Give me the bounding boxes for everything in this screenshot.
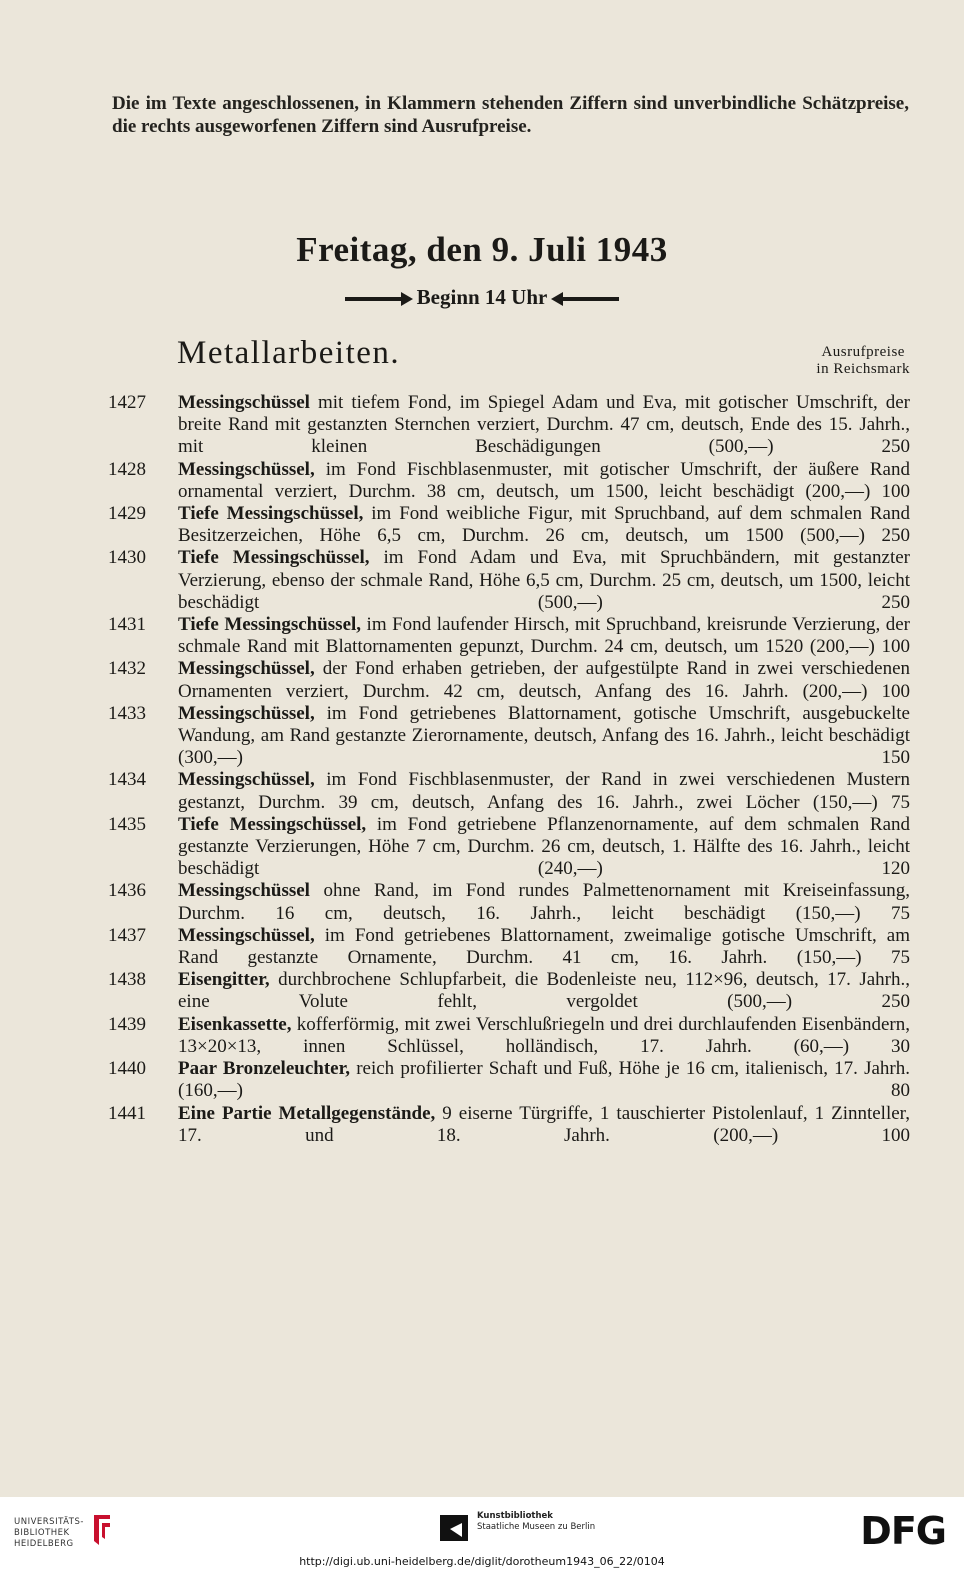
lot-entry <box>108 769 910 813</box>
section-title: Metallarbeiten. <box>177 335 401 371</box>
lot-entry <box>108 459 910 503</box>
lot-price: 120 <box>881 858 910 880</box>
lot-number: 1436 <box>108 880 146 902</box>
intro-note: Die im Texte angeschlossenen, in Klammern stehenden Ziffern sind unverbindliche Schätzpreise, die rechts ausgeworfenen Ziffern sind Ausrufpreise. <box>112 93 909 137</box>
uni-line1: UNIVERSITÄTS- <box>14 1517 84 1527</box>
lot-title: Messingschüssel, <box>178 658 315 680</box>
lot-price: 250 <box>881 525 910 547</box>
arrow-left-icon <box>559 297 619 301</box>
lot-price: 80 <box>891 1080 910 1102</box>
lot-price: 250 <box>881 591 910 613</box>
lot-number: 1440 <box>108 1058 146 1080</box>
begin-line <box>0 285 964 310</box>
kunstbibliothek-name <box>477 1511 595 1533</box>
lot-description: im Fond weibliche Figur, mit Spruchband, auf dem schmalen Rand Besitzerzeichen, Höhe 6,5 cm, Durchm. 26 cm, deutsch, um 1500 (500,—) <box>178 503 910 547</box>
lot-title: Tiefe Messingschüssel, <box>178 547 370 569</box>
lot-list <box>108 392 910 1147</box>
lot-description: im Fond getriebenes Blattornament, gotische Umschrift, ausgebuckelte Wandung, am Rand gestanzte Zierornamente, deutsch, Anfang des 16. Jahrh., leicht beschädigt (300,—) <box>178 702 910 769</box>
lot-price: 250 <box>881 991 911 1013</box>
uni-library-name <box>14 1517 84 1550</box>
lot-price: 100 <box>881 1124 911 1146</box>
lot-number: 1428 <box>108 458 146 480</box>
permalink-url[interactable]: http://digi.ub.uni-heidelberg.de/diglit/dorotheum1943_06_22/0104 <box>299 1555 665 1568</box>
price-header-line2: in Reichsmark <box>816 361 910 377</box>
kb-line2: Staatliche Museen zu Berlin <box>477 1522 596 1532</box>
lot-description: ohne Rand, im Fond rundes Palmettenornament mit Kreiseinfassung, Durchm. 16 cm, deutsch, 16. Jahrh., leicht beschädigt (150,—) <box>178 880 910 924</box>
lot-title: Messingschüssel, <box>178 769 315 791</box>
arrow-right-icon <box>345 297 405 301</box>
lot-number: 1430 <box>108 547 146 569</box>
kunstbibliothek-logo-icon <box>440 1515 468 1541</box>
lot-title: Eisengitter, <box>178 969 270 991</box>
lot-description: 9 eiserne Türgriffe, 1 tauschierter Pistolenlauf, 1 Zinnteller, 17. und 18. Jahrh. (200,—) <box>178 1102 910 1146</box>
lot-entry <box>108 814 910 881</box>
lot-entry <box>108 1014 910 1058</box>
uni-library-logo-icon <box>90 1511 114 1547</box>
lot-number: 1437 <box>108 924 146 946</box>
kb-line1: Kunstbibliothek <box>477 1511 553 1521</box>
price-column-header <box>816 344 910 378</box>
lot-number: 1432 <box>108 658 146 680</box>
lot-price: 75 <box>891 791 910 813</box>
lot-description: im Fond Fischblasenmuster, mit gotischer Umschrift, der äußere Rand ornamental verziert, Durchm. 38 cm, deutsch, um 1500, leicht beschädigt (200,—) <box>178 458 910 502</box>
lot-number: 1434 <box>108 769 146 791</box>
lot-entry <box>108 547 910 614</box>
lot-title: Paar Bronzeleuchter, <box>178 1058 351 1080</box>
lot-price: 30 <box>891 1035 910 1057</box>
lot-title: Messingschüssel <box>178 392 310 413</box>
lot-description: im Fond getriebenes Blattornament, zweimalige gotische Umschrift, am Rand gestanzte Ornamente, Durchm. 41 cm, 16. Jahrh. (150,—) <box>178 924 910 969</box>
lot-entry <box>108 614 910 658</box>
lot-price: 150 <box>881 747 910 769</box>
footer-bar <box>0 1497 964 1575</box>
lot-entry <box>108 703 910 770</box>
lot-number: 1438 <box>108 969 146 991</box>
lot-entry <box>108 503 910 547</box>
begin-time: Beginn 14 Uhr <box>416 285 548 309</box>
lot-price: 100 <box>881 480 911 502</box>
price-header-line1: Ausrufpreise <box>821 344 905 360</box>
uni-line2: BIBLIOTHEK <box>14 1528 70 1538</box>
lot-number: 1435 <box>108 813 146 835</box>
lot-price: 75 <box>891 947 910 969</box>
dfg-logo: DFG <box>860 1509 946 1553</box>
lot-price: 100 <box>881 680 911 702</box>
lot-title: Messingschüssel, <box>178 458 315 480</box>
lot-entry <box>108 969 910 1013</box>
lot-description: durchbrochene Schlupfarbeit, die Bodenleiste neu, 112×96, deutsch, 17. Jahrh., eine Volute fehlt, vergoldet (500,—) <box>178 969 910 1013</box>
date-heading: Freitag, den 9. Juli 1943 <box>296 230 668 269</box>
lot-number: 1431 <box>108 614 146 636</box>
lot-number: 1429 <box>108 503 146 525</box>
lot-entry <box>108 880 910 924</box>
lot-price: 75 <box>891 902 910 924</box>
lot-description: mit tiefem Fond, im Spiegel Adam und Eva, mit gotischer Umschrift, der breite Rand mit gestanzten Sternchen verziert, Durchm. 47 cm, deutsch, Ende des 15. Jahrh., mit kleinen Beschädigungen (500,—) <box>178 392 910 458</box>
lot-title: Messingschüssel <box>178 880 310 902</box>
lot-price: 100 <box>881 636 910 658</box>
lot-entry <box>108 1103 910 1147</box>
lot-number: 1441 <box>108 1102 146 1124</box>
lot-title: Eisenkassette, <box>178 1013 292 1035</box>
lot-description: im Fond Fischblasenmuster, der Rand in zwei verschiedenen Mustern gestanzt, Durchm. 39 cm, deutsch, Anfang des 16. Jahrh., zwei Löcher (150,—) <box>178 769 910 813</box>
lot-title: Eine Partie Metallgegenstände, <box>178 1102 436 1124</box>
lot-description: der Fond erhaben getrieben, der aufgestülpte Rand in zwei verschiedenen Ornamenten verziert, Durchm. 42 cm, deutsch, Anfang des 16. Jahrh. (200,—) <box>178 658 910 702</box>
lot-description: im Fond getriebene Pflanzenornamente, auf dem schmalen Rand gestanzte Verzierungen, Höhe 7 cm, Durchm. 26 cm, deutsch, 1. Hälfte des 16. Jahrh., leicht beschädigt (240,—) <box>178 813 910 880</box>
lot-description: reich profilierter Schaft und Fuß, Höhe je 16 cm, italienisch, 17. Jahrh. (160,—) <box>178 1058 910 1102</box>
lot-title: Messingschüssel, <box>178 702 315 724</box>
lot-title: Tiefe Messingschüssel, <box>178 614 362 636</box>
lot-price: 250 <box>881 436 910 458</box>
lot-entry <box>108 658 910 702</box>
lot-number: 1439 <box>108 1013 146 1035</box>
lot-number: 1433 <box>108 702 146 724</box>
lot-entry <box>108 925 910 969</box>
lot-entry <box>108 392 910 459</box>
lot-description: im Fond Adam und Eva, mit Spruchbändern, mit gestanzter Verzierung, ebenso der schmale Rand, Höhe 6,5 cm, Durchm. 25 cm, deutsch, um 1500, leicht beschädigt (500,—) <box>178 547 910 613</box>
lot-entry <box>108 1058 910 1102</box>
lot-title: Tiefe Messingschüssel, <box>178 813 367 835</box>
lot-title: Messingschüssel, <box>178 924 315 946</box>
lot-description: im Fond laufender Hirsch, mit Spruchband, kreisrunde Verzierung, der schmale Rand mit Blattornamenten gepunzt, Durchm. 24 cm, deutsch, um 1520 (200,—) <box>178 614 910 658</box>
lot-description: kofferförmig, mit zwei Verschlußriegeln und drei durchlaufenden Eisenbändern, 13×20×13, innen Schlüssel, holländisch, 17. Jahrh. (60,—) <box>178 1013 910 1057</box>
lot-number: 1427 <box>108 392 146 413</box>
lot-title: Tiefe Messingschüssel, <box>178 503 364 525</box>
uni-line3: HEIDELBERG <box>14 1539 74 1549</box>
